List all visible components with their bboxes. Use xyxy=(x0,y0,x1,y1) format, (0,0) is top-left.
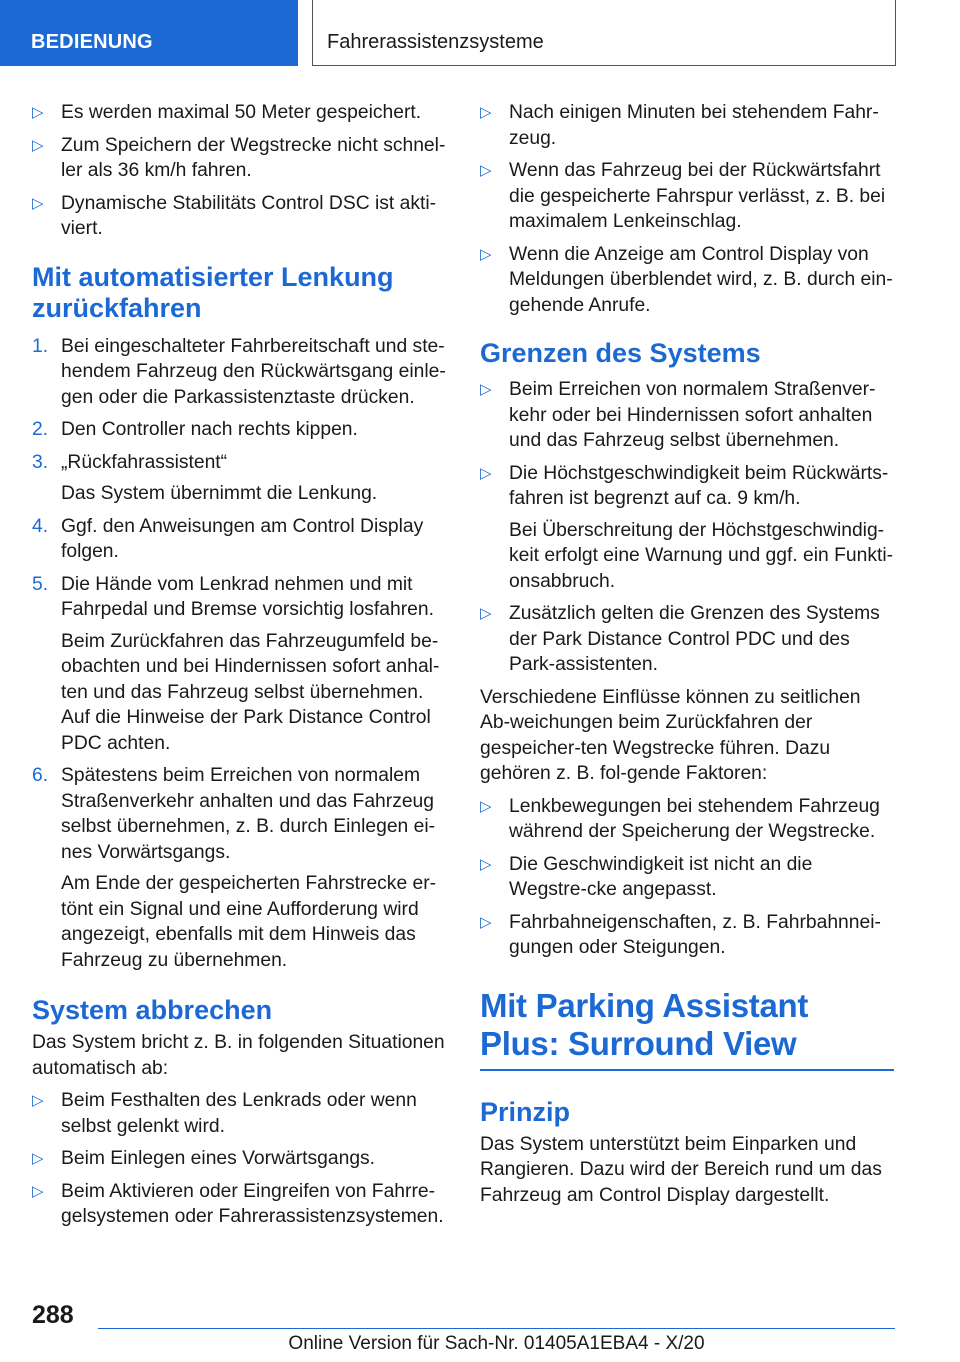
triangle-bullet-icon: ▷ xyxy=(480,605,492,622)
step-item: 1. Bei eingeschalteter Fahrbereitschaft und ste-hendem Fahrzeug den Rückwärtsgang einle-gen oder die Parkassistenztaste drücken. xyxy=(32,335,446,408)
heading-principle: Prinzip xyxy=(480,1096,571,1127)
step-item: 3. „Rückfahrassistent“ xyxy=(32,450,446,476)
step-number: 2. xyxy=(32,419,49,440)
heading-system-abort: System abbrechen xyxy=(32,995,273,1025)
right-column xyxy=(480,100,894,1215)
footer-online-version: Online Version für Sach-Nr. 01405A1EBA4 - X/20 xyxy=(288,1333,705,1354)
list-item: ▷ Es werden maximal 50 Meter gespeichert. xyxy=(32,100,446,126)
step-item: 5. Die Hände vom Lenkrad nehmen und mit Fahrpedal und Bremse vorsichtig losfahren. xyxy=(32,573,434,620)
triangle-bullet-icon: ▷ xyxy=(480,913,492,931)
list-item: ▷ Wenn das Fahrzeug bei der Rückwärtsfahrt die gespeicherte Fahrspur verlässt, z. B. bei maximalem Lenkeinschlag. xyxy=(480,160,886,232)
list-item: ▷ Beim Erreichen von normalem Straßenver-kehr oder bei Hindernissen sofort anhalten und das Fahrzeug selbst übernehmen. xyxy=(480,379,876,451)
heading-automatic-steering: Mit automatisierter Lenkung zurückfahren xyxy=(32,261,394,323)
triangle-bullet-icon: ▷ xyxy=(480,797,492,815)
left-column xyxy=(32,100,446,1237)
footer-rule xyxy=(98,1328,895,1329)
step-continuation: Am Ende der gespeicherten Fahrstrecke er-tönt ein Signal und eine Aufforderung wird angezeigt, ebenfalls mit dem Hinweis das Fahrzeug zu übernehmen. xyxy=(61,873,437,971)
triangle-bullet-icon: ▷ xyxy=(480,104,492,121)
list-item: ▷ Beim Einlegen eines Vorwärtsgangs. xyxy=(32,1146,446,1172)
list-item: ▷ Beim Aktivieren oder Eingreifen von Fahrre-gelsystemen oder Fahrerassistenzsystemen. xyxy=(32,1180,444,1227)
limits-paragraph: Verschiedene Einflüsse können zu seitlichen Ab-weichungen beim Zurückfahren der gespeicher-ten Wegstrecke führen. Dazu gehören z. B. fol-gende Faktoren: xyxy=(480,686,861,784)
principle-paragraph: Das System unterstützt beim Einparken und Rangieren. Dazu wird der Bereich rund um das Fahrzeug am Control Display dargestellt. xyxy=(480,1133,882,1206)
page-number: 288 xyxy=(32,1301,74,1329)
triangle-bullet-icon: ▷ xyxy=(32,104,44,121)
triangle-bullet-icon: ▷ xyxy=(480,381,492,398)
list-item: ▷ Die Höchstgeschwindigkeit beim Rückwärts-fahren ist begrenzt auf ca. 9 km/h. xyxy=(480,462,889,509)
heading-rule xyxy=(480,1069,894,1071)
triangle-bullet-icon: ▷ xyxy=(480,464,492,482)
section-tab: BEDIENUNG xyxy=(0,0,298,66)
step-number: 1. xyxy=(32,335,49,357)
triangle-bullet-icon: ▷ xyxy=(32,1092,44,1109)
triangle-bullet-icon: ▷ xyxy=(32,1150,44,1167)
abort-intro: Das System bricht z. B. in folgenden Situationen automatisch ab: xyxy=(32,1032,445,1079)
step-number: 3. xyxy=(32,451,49,473)
step-continuation: Das System übernimmt die Lenkung. xyxy=(61,483,378,504)
triangle-bullet-icon: ▷ xyxy=(32,1182,44,1200)
list-continuation: Bei Überschreitung der Höchstgeschwindig-keit erfolgt eine Warnung und ggf. ein Funkti-onsabbruch. xyxy=(509,519,894,592)
list-item: ▷ Fahrbahneigenschaften, z. B. Fahrbahnnei-gungen oder Steigungen. xyxy=(480,911,881,958)
page-header xyxy=(0,0,960,66)
step-number: 5. xyxy=(32,573,49,595)
step-number: 6. xyxy=(32,765,49,786)
triangle-bullet-icon: ▷ xyxy=(32,136,44,154)
list-item: ▷ Zum Speichern der Wegstrecke nicht schnel-ler als 36 km/h fahren. xyxy=(32,134,446,181)
heading-surround-view: Mit Parking Assistant Plus: Surround View xyxy=(480,986,809,1062)
triangle-bullet-icon: ▷ xyxy=(32,194,44,212)
list-item: ▷ Lenkbewegungen bei stehendem Fahrzeug während der Speicherung der Wegstrecke. xyxy=(480,795,880,842)
list-item: ▷ Zusätzlich gelten die Grenzen des Systems der Park Distance Control PDC und des Park-assistenten. xyxy=(480,603,880,675)
list-item: ▷ Die Geschwindigkeit ist nicht an die Wegstre-cke angepasst. xyxy=(480,853,813,900)
list-item: ▷ Nach einigen Minuten bei stehendem Fahr-zeug. xyxy=(480,102,879,149)
triangle-bullet-icon: ▷ xyxy=(480,245,492,263)
list-item: ▷ Wenn die Anzeige am Control Display von Meldungen überblendet wird, z. B. durch ein-gehende Anrufe. xyxy=(480,243,893,316)
step-continuation: Beim Zurückfahren das Fahrzeugumfeld be-obachten und bei Hindernissen sofort anhal-ten und das Fahrzeug selbst übernehmen. Auf die Hinweise der Park Distance Control PDC achten. xyxy=(61,630,440,754)
heading-system-limits: Grenzen des Systems xyxy=(480,338,761,368)
list-item: ▷ Beim Festhalten des Lenkrads oder wenn selbst gelenkt wird. xyxy=(32,1090,417,1137)
list-item: ▷ Dynamische Stabilitäts Control DSC ist akti-viert. xyxy=(32,192,437,239)
step-number: 4. xyxy=(32,515,49,537)
triangle-bullet-icon: ▷ xyxy=(480,855,492,873)
triangle-bullet-icon: ▷ xyxy=(480,162,492,179)
step-item: 4. Ggf. den Anweisungen am Control Display folgen. xyxy=(32,515,424,562)
chapter-title: Fahrerassistenzsysteme xyxy=(312,0,896,66)
step-item: 2. Den Controller nach rechts kippen. xyxy=(32,417,446,443)
step-item: 6. Spätestens beim Erreichen von normalem Straßenverkehr anhalten und das Fahrzeug selbst übernehmen, z. B. durch Einlegen ei-nes Vorwärtsgangs. xyxy=(32,765,436,863)
